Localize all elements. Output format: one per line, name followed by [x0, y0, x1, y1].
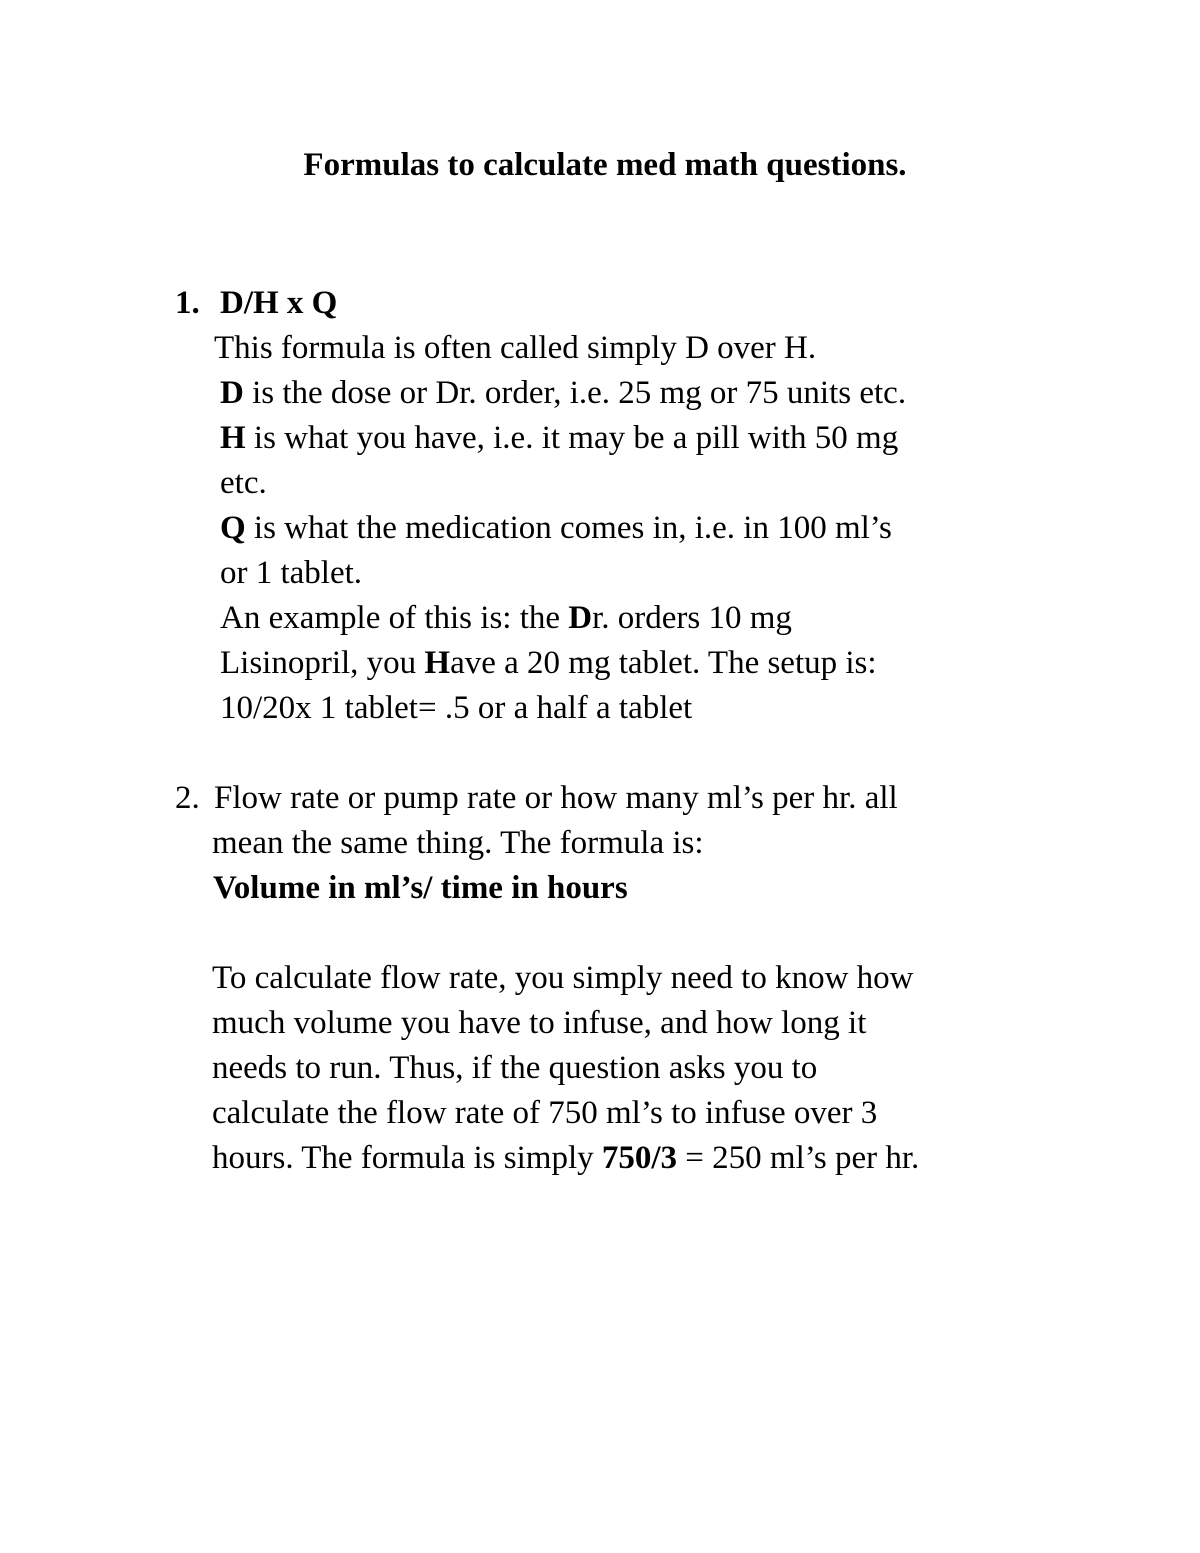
section2-para-line-4: calculate the flow rate of 750 ml’s to infuse over 3 — [212, 1095, 878, 1131]
section1-heading: D/H x Q — [220, 285, 338, 321]
h-term: H — [220, 420, 246, 456]
example-line-3: 10/20x 1 tablet= .5 or a half a tablet — [220, 690, 693, 726]
item-number-2: 2. — [175, 780, 200, 816]
example-text: r. orders 10 mg — [592, 600, 792, 636]
h-definition-cont: etc. — [220, 465, 267, 501]
example-calculation: 750/3 — [601, 1140, 678, 1176]
example-line-2 — [220, 641, 877, 686]
q-term: Q — [220, 510, 246, 546]
d-definition — [220, 371, 906, 416]
section2-line-1: Flow rate or pump rate or how many ml’s per hr. all — [214, 780, 898, 816]
q-definition-cont: or 1 tablet. — [220, 555, 363, 591]
section2-para-line-5 — [212, 1136, 919, 1181]
section2-para-line-2: much volume you have to infuse, and how long it — [212, 1005, 867, 1041]
h-definition — [220, 416, 898, 461]
q-text: is what the medication comes in, i.e. in 100 ml’s — [245, 510, 892, 546]
d-term: D — [220, 375, 244, 411]
q-definition — [220, 506, 892, 551]
section1-intro: This formula is often called simply D over H. — [214, 330, 817, 366]
example-dr-letter: D — [568, 600, 593, 636]
page-title: Formulas to calculate med math questions. — [303, 147, 907, 183]
para-text: hours. The formula is simply — [212, 1140, 602, 1176]
example-line-1 — [220, 596, 792, 641]
section2-para-line-3: needs to run. Thus, if the question asks you to — [212, 1050, 818, 1086]
para-text: = 250 ml’s per hr. — [677, 1140, 920, 1176]
example-text: ave a 20 mg tablet. The setup is: — [450, 645, 877, 681]
d-text: is the dose or Dr. order, i.e. 25 mg or 75 units etc. — [243, 375, 907, 411]
example-text: An example of this is: the — [220, 600, 569, 636]
flow-rate-formula: Volume in ml’s/ time in hours — [213, 870, 628, 906]
example-text: Lisinopril, you — [220, 645, 425, 681]
item-number-1: 1. — [175, 285, 200, 321]
example-have-letter: H — [424, 645, 451, 681]
section2-line-2: mean the same thing. The formula is: — [212, 825, 704, 861]
section2-para-line-1: To calculate flow rate, you simply need to know how — [212, 960, 914, 996]
h-text: is what you have, i.e. it may be a pill with 50 mg — [245, 420, 899, 456]
